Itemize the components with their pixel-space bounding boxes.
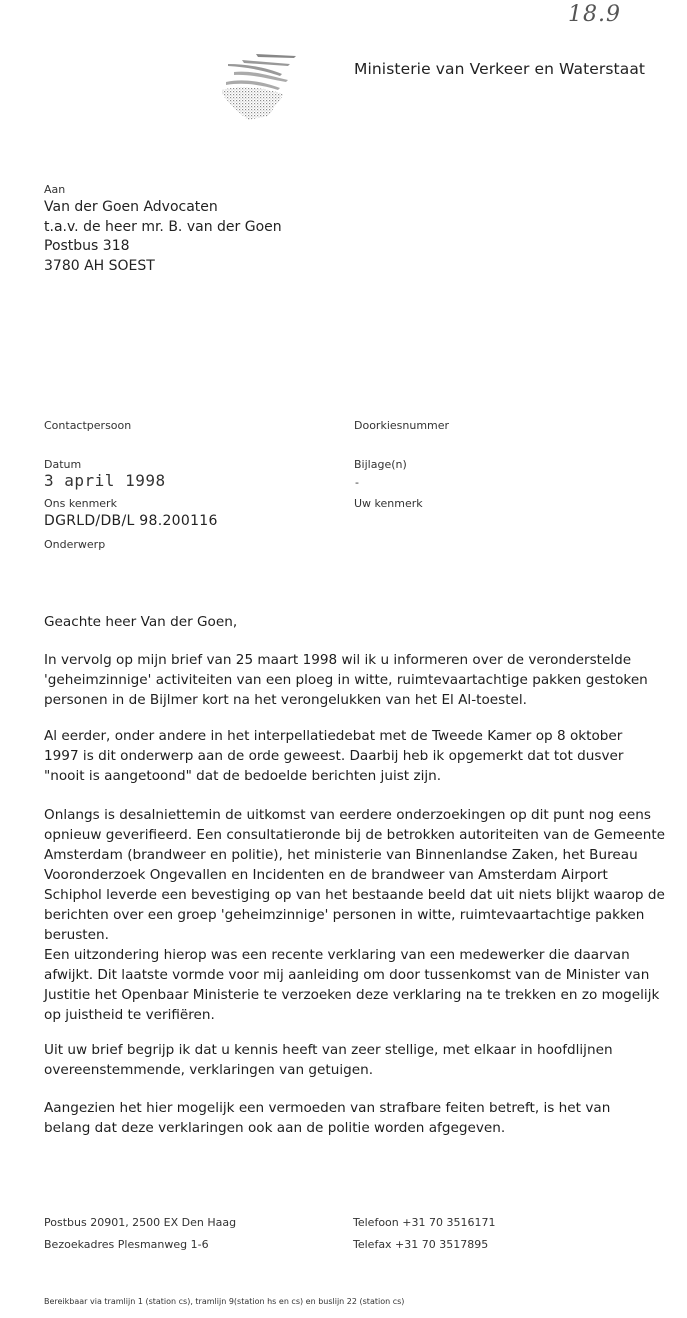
- recipient-postbox: Postbus 318: [44, 238, 130, 254]
- recipient-company: Van der Goen Advocaten: [44, 199, 218, 215]
- footer-address: [44, 1212, 236, 1256]
- ministry-name: Ministerie van Verkeer en Waterstaat: [354, 60, 646, 78]
- letter-paragraph-2: Al eerder, onder andere in het interpellatiedebat met de Tweede Kamer op 8 oktober 1997 is dit onderwerp aan de orde geweest. Daarbij heb ik opgemerkt dat tot dusver "nooit is aangetoond" dat de bedoelde berichten juist zijn.: [44, 728, 624, 784]
- date-label: Datum: [44, 458, 82, 471]
- footer-phone: Telefoon +31 70 3516171: [353, 1216, 496, 1229]
- letter-paragraph-4: Een uitzondering hierop was een recente verklaring van een medewerker die daarvan afwijkt. Dit laatste vormde voor mij aanleiding om door tussenkomst van de Minister van Justitie het Openbaar Ministerie te verzoeken deze verklaring na te trekken en zo mogelijk op juistheid te verifiëren.: [44, 947, 660, 1023]
- handwritten-annotation: 18.9: [568, 2, 621, 27]
- date-value: 3 april 1998: [44, 471, 166, 490]
- letter-paragraph-3: Onlangs is desalniettemin de uitkomst van eerdere onderzoekingen op dit punt nog eens opnieuw geverifieerd. Een consultatieronde bij de betrokken autoriteiten van de Gemeente Amsterdam (brandweer en politie), het ministerie van Binnenlandse Zaken, het Bureau Vooronderzoek Ongevallen en Incidenten en de brandweer van Amsterdam Airport Schiphol leverde een bevestiging op van het bestaande beeld dat uit niets blijkt waarop de berichten over een groep 'geheimzinnige' personen in witte, ruimtevaartachtige pakken berusten.: [44, 807, 666, 943]
- attachments-value: -: [355, 476, 359, 489]
- recipient-label: Aan: [44, 183, 66, 196]
- footer-contact: [353, 1212, 495, 1256]
- letter-paragraph-5: Uit uw brief begrijp ik dat u kennis heeft van zeer stellige, met elkaar in hoofdlijnen overeenstemmende, verklaringen van getuigen.: [44, 1042, 613, 1078]
- recipient-attention: t.a.v. de heer mr. B. van der Goen: [44, 218, 282, 235]
- our-reference-value: DGRLD/DB/L 98.200116: [44, 513, 218, 529]
- direct-phone-label: Doorkiesnummer: [354, 419, 450, 432]
- subject-label: Onderwerp: [44, 538, 106, 551]
- footer-fax: Telefax +31 70 3517895: [353, 1238, 489, 1251]
- your-reference-label: Uw kenmerk: [354, 497, 423, 510]
- ministry-logo-icon: [218, 52, 308, 122]
- footer-visit-address: Bezoekadres Plesmanweg 1-6: [44, 1238, 209, 1251]
- footer-postal-address: Postbus 20901, 2500 EX Den Haag: [44, 1216, 237, 1229]
- contact-person-label: Contactpersoon: [44, 419, 132, 432]
- letter-paragraph-1: In vervolg op mijn brief van 25 maart 1998 wil ik u informeren over de veronderstelde 'geheimzinnige' activiteiten van een ploeg in witte, ruimtevaartachtige pakken gestoken personen in de Bijlmer kort na het verongelukken van het El Al-toestel.: [44, 652, 648, 708]
- recipient-address: [44, 198, 282, 276]
- footer-transit-info: Bereikbaar via tramlijn 1 (station cs), tramlijn 9(station hs en cs) en buslijn 22 (station cs): [44, 1297, 405, 1306]
- attachments-label: Bijlage(n): [354, 458, 407, 471]
- salutation: Geachte heer Van der Goen,: [44, 614, 238, 630]
- recipient-city: 3780 AH SOEST: [44, 257, 155, 274]
- our-reference-label: Ons kenmerk: [44, 497, 117, 510]
- letter-paragraph-6: Aangezien het hier mogelijk een vermoeden van strafbare feiten betreft, is het van belang dat deze verklaringen ook aan de politie worden afgegeven.: [44, 1100, 611, 1136]
